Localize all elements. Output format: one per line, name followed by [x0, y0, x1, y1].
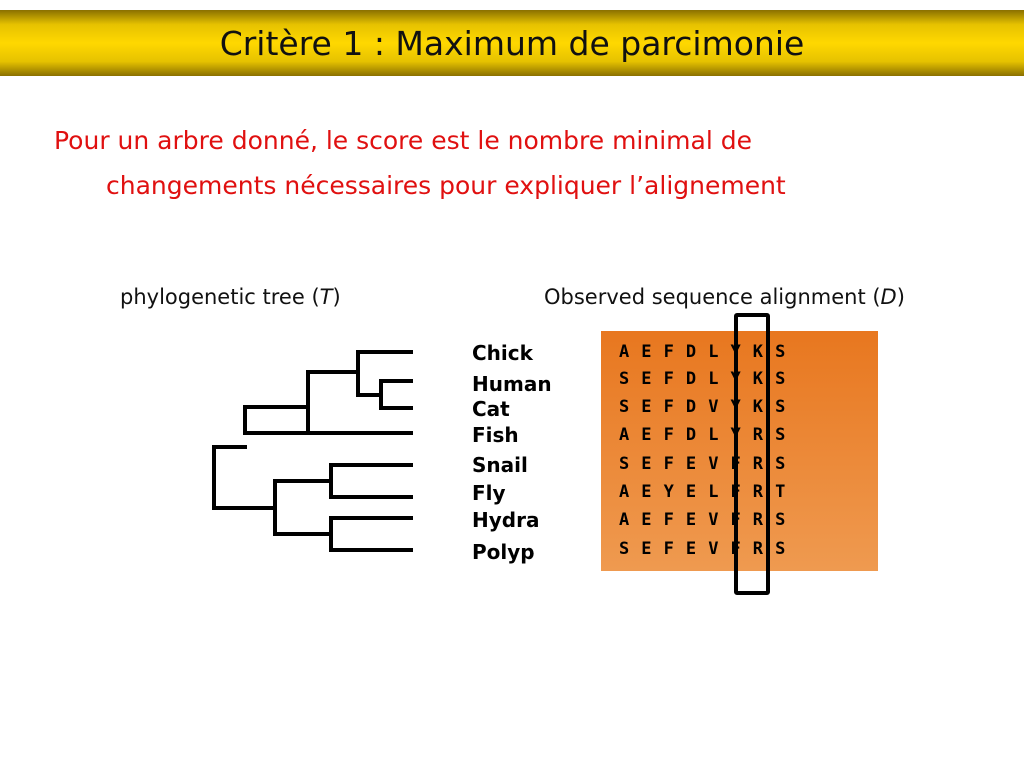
residue-cell: R: [752, 425, 764, 445]
residue-cell: E: [641, 482, 652, 502]
alignment-row: [619, 369, 797, 389]
residue-cell: E: [641, 539, 652, 559]
alignment-label-var: D: [880, 285, 897, 309]
residue-cell: S: [775, 369, 786, 389]
residue-cell: S: [619, 539, 630, 559]
alignment-label-text: Observed sequence alignment (: [544, 285, 881, 309]
residue-cell: F: [663, 425, 674, 445]
residue-cell: K: [752, 369, 764, 389]
species-label-snail: Snail: [472, 453, 528, 477]
alignment-row: [619, 510, 797, 530]
highlighted-column-frame: [734, 313, 770, 595]
residue-cell: Y: [730, 397, 741, 417]
residue-cell: V: [708, 397, 719, 417]
residue-cell: D: [685, 342, 697, 362]
residue-cell: F: [663, 369, 674, 389]
alignment-row: [619, 539, 797, 559]
residue-cell: V: [708, 454, 719, 474]
tree-label-text: phylogenetic tree (: [120, 285, 320, 309]
tree-label-var: T: [319, 285, 333, 309]
tree-label-close: ): [332, 285, 341, 309]
species-label-cat: Cat: [472, 397, 510, 421]
residue-cell: L: [708, 425, 719, 445]
residue-cell: E: [685, 539, 697, 559]
alignment-row: [619, 342, 797, 362]
residue-cell: R: [752, 510, 764, 530]
residue-cell: V: [708, 539, 719, 559]
species-label-fish: Fish: [472, 423, 519, 447]
residue-cell: E: [685, 510, 697, 530]
intro-line-1: Pour un arbre donné, le score est le nombre minimal de: [54, 126, 752, 155]
residue-cell: S: [775, 342, 786, 362]
residue-cell: S: [619, 397, 630, 417]
slide-title: Critère 1 : Maximum de parcimonie: [219, 23, 805, 63]
residue-cell: Y: [730, 342, 741, 362]
alignment-label-close: ): [896, 285, 905, 309]
residue-cell: Y: [663, 482, 674, 502]
residue-cell: E: [641, 369, 652, 389]
residue-cell: F: [730, 454, 741, 474]
residue-cell: F: [663, 397, 674, 417]
residue-cell: E: [685, 482, 697, 502]
residue-cell: A: [619, 342, 630, 362]
residue-cell: Y: [730, 369, 741, 389]
residue-cell: A: [619, 425, 630, 445]
alignment-row: [619, 397, 797, 417]
species-label-fly: Fly: [472, 481, 506, 505]
residue-cell: S: [775, 539, 786, 559]
residue-cell: F: [730, 482, 741, 502]
residue-cell: F: [663, 454, 674, 474]
residue-cell: L: [708, 369, 719, 389]
alignment-row: [619, 454, 797, 474]
residue-cell: V: [708, 510, 719, 530]
alignment-row: [619, 425, 797, 445]
residue-cell: S: [775, 397, 786, 417]
residue-cell: K: [752, 342, 764, 362]
residue-cell: E: [641, 425, 652, 445]
residue-cell: K: [752, 397, 764, 417]
residue-cell: F: [663, 510, 674, 530]
residue-cell: E: [685, 454, 697, 474]
residue-cell: E: [641, 454, 652, 474]
residue-cell: D: [685, 369, 697, 389]
residue-cell: E: [641, 510, 652, 530]
alignment-row: [619, 482, 797, 502]
residue-cell: L: [708, 482, 719, 502]
residue-cell: Y: [730, 425, 741, 445]
species-label-human: Human: [472, 372, 552, 396]
residue-cell: E: [641, 342, 652, 362]
species-label-hydra: Hydra: [472, 508, 540, 532]
residue-cell: S: [619, 369, 630, 389]
residue-cell: F: [663, 342, 674, 362]
residue-cell: S: [775, 510, 786, 530]
residue-cell: D: [685, 397, 697, 417]
species-label-chick: Chick: [472, 341, 533, 365]
residue-cell: R: [752, 482, 764, 502]
residue-cell: D: [685, 425, 697, 445]
residue-cell: E: [641, 397, 652, 417]
residue-cell: T: [775, 482, 786, 502]
intro-line-2: changements nécessaires pour expliquer l’alignement: [106, 171, 786, 200]
residue-cell: L: [708, 342, 719, 362]
residue-cell: R: [752, 539, 764, 559]
residue-cell: S: [619, 454, 630, 474]
residue-cell: F: [730, 539, 741, 559]
residue-cell: S: [775, 454, 786, 474]
residue-cell: S: [775, 425, 786, 445]
residue-cell: R: [752, 454, 764, 474]
residue-cell: A: [619, 482, 630, 502]
residue-cell: F: [730, 510, 741, 530]
residue-cell: A: [619, 510, 630, 530]
residue-cell: F: [663, 539, 674, 559]
species-label-polyp: Polyp: [472, 540, 535, 564]
